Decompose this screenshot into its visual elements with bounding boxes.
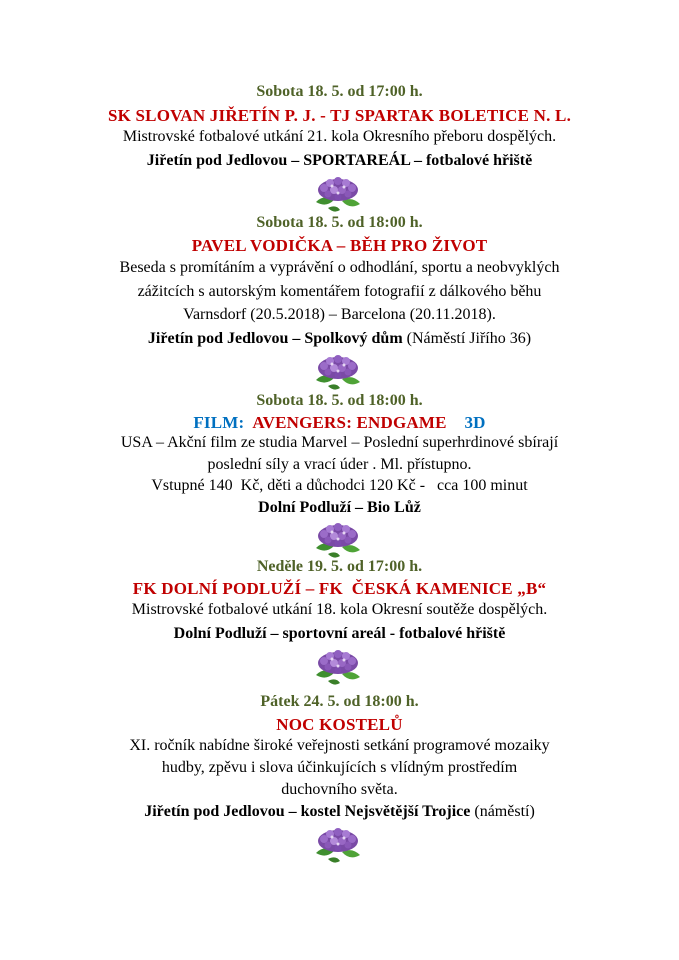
venue-name: Jiřetín pod Jedlovou – Spolkový dům xyxy=(147,330,403,347)
film-label: FILM: xyxy=(193,413,245,432)
venue-address: (Náměstí Jiřího 36) xyxy=(402,330,532,347)
event-venue: Jiřetín pod Jedlovou – SPORTAREÁL – fotbalové hřiště xyxy=(146,152,533,169)
lilac-flower-icon xyxy=(310,825,366,865)
event-date: Sobota 18. 5. od 18:00 h. xyxy=(256,392,423,409)
event-date: Sobota 18. 5. od 18:00 h. xyxy=(256,214,423,231)
event-description: zážitcích s autorským komentářem fotografií z dálkového běhu xyxy=(137,283,542,300)
lilac-flower-icon xyxy=(310,520,366,560)
event-venue: Dolní Podluží – Bio Lůž xyxy=(258,499,421,516)
event-date: Pátek 24. 5. od 18:00 h. xyxy=(260,693,419,710)
event-date: Sobota 18. 5. od 17:00 h. xyxy=(256,83,423,100)
event-date: Neděle 19. 5. od 17:00 h. xyxy=(256,558,423,575)
event-description: Mistrovské fotbalové utkání 18. kola Okresní soutěže dospělých. xyxy=(131,601,548,618)
event-description: Varnsdorf (20.5.2018) – Barcelona (20.11.2018). xyxy=(183,306,496,323)
event-description: duchovního světa. xyxy=(281,781,398,798)
film-name: AVENGERS: ENDGAME xyxy=(244,413,465,432)
event-title: NOC KOSTELŮ xyxy=(276,715,403,734)
venue-name: Jiřetín pod Jedlovou – kostel Nejsvětější Trojice xyxy=(144,803,471,820)
venue-address: (náměstí) xyxy=(470,803,535,820)
event-description: Beseda s promítáním a vyprávění o odhodlání, sportu a neobvyklých xyxy=(119,259,560,276)
lilac-flower-icon xyxy=(310,647,366,687)
lilac-flower-icon xyxy=(310,352,366,392)
film-format: 3D xyxy=(464,413,486,432)
lilac-flower-icon xyxy=(310,174,366,214)
event-title xyxy=(0,413,679,433)
event-venue: Dolní Podluží – sportovní areál - fotbalové hřiště xyxy=(173,625,506,642)
event-venue xyxy=(0,330,679,348)
event-venue xyxy=(0,803,679,821)
event-description: USA – Akční film ze studia Marvel – Poslední superhrdinové sbírají xyxy=(120,434,559,451)
event-title: SK SLOVAN JIŘETÍN P. J. - TJ SPARTAK BOLETICE N. L. xyxy=(107,106,572,125)
event-description: hudby, zpěvu i slova účinkujících s vlídným prostředím xyxy=(161,759,518,776)
event-description: Vstupné 140 Kč, děti a důchodci 120 Kč - cca 100 minut xyxy=(151,477,528,494)
event-description: poslední síly a vrací úder . Ml. přístupno. xyxy=(207,456,472,473)
event-title: PAVEL VODIČKA – BĚH PRO ŽIVOT xyxy=(191,236,488,255)
event-description: Mistrovské fotbalové utkání 21. kola Okresního přeboru dospělých. xyxy=(122,128,557,145)
event-title: FK DOLNÍ PODLUŽÍ – FK ČESKÁ KAMENICE „B“ xyxy=(132,579,547,598)
event-description: XI. ročník nabídne široké veřejnosti setkání programové mozaiky xyxy=(129,737,550,754)
